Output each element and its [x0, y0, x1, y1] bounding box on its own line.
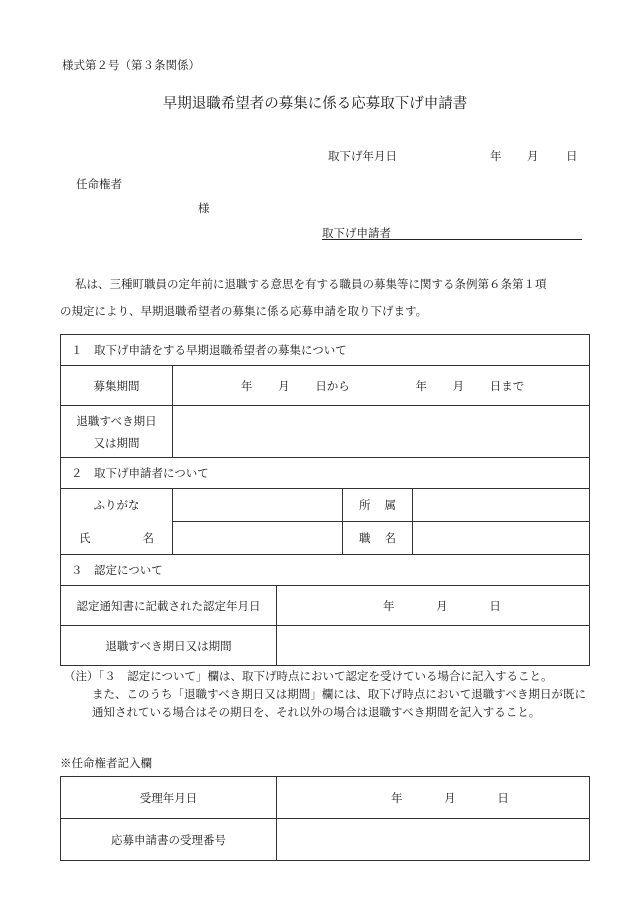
period-label: 募集期間	[61, 366, 173, 406]
period-from-month: 月	[278, 378, 290, 393]
affiliation-label: 所 属	[343, 489, 413, 522]
receipt-date-year: 年	[391, 790, 403, 805]
period-to-day: 日まで	[489, 378, 525, 393]
section-1-heading: １ 取下げ申請をする早期退職希望者の募集について	[61, 335, 590, 366]
cert-period-label: 退職すべき期日又は期間	[61, 626, 277, 666]
note-line-2: また、このうち「退職すべき期日又は期間」欄には、取下げ時点において退職すべき期日が既に通知されている場合はその期日を、それ以外の場合は退職すべき期間を記入すること。	[92, 687, 587, 719]
appointer-label: 任命権者	[76, 177, 122, 191]
form-number: 様式第２号（第３条関係）	[62, 58, 200, 72]
cert-date-label: 認定通知書に記載された認定年月日	[61, 586, 277, 626]
furigana-field[interactable]	[173, 489, 343, 522]
affiliation-field[interactable]	[413, 489, 590, 522]
section-3-heading: ３ 認定について	[61, 555, 590, 586]
receipt-table	[60, 776, 590, 861]
body-text-line-2: の規定により、早期退職希望者の募集に係る応募申請を取り下げます。	[60, 304, 428, 318]
receipt-date-label: 受理年月日	[61, 777, 277, 819]
withdraw-date-year: 年	[490, 149, 502, 163]
note-line-1: （注）「３ 認定について」欄は、取下げ時点において認定を受けている場合に記入すること。	[64, 669, 553, 683]
receipt-section-heading: ※任命権者記入欄	[60, 756, 152, 770]
cert-date-year: 年	[383, 598, 395, 613]
receipt-number-label: 応募申請書の受理番号	[61, 819, 277, 861]
receipt-date-field[interactable]	[277, 777, 590, 819]
retire-date-label: 退職すべき期日 又は期間	[61, 406, 173, 458]
withdraw-date-day: 日	[566, 149, 578, 163]
period-field[interactable]	[173, 366, 590, 406]
document-title: 早期退職希望者の募集に係る応募取下げ申請書	[162, 96, 468, 112]
cert-date-month: 月	[436, 598, 448, 613]
retire-date-field[interactable]	[173, 406, 590, 458]
applicant-label: 取下げ申請者	[322, 226, 391, 240]
receipt-date-day: 日	[497, 790, 509, 805]
application-table	[60, 334, 590, 666]
period-from-day: 日から	[315, 378, 350, 393]
period-to-year: 年	[415, 378, 427, 393]
cert-date-day: 日	[489, 598, 501, 613]
furigana-label: ふりがな	[61, 489, 173, 522]
position-field[interactable]	[413, 522, 590, 555]
withdraw-date-month: 月	[527, 149, 539, 163]
withdraw-date-label: 取下げ年月日	[328, 149, 397, 163]
body-text-line-1: 私は、三種町職員の定年前に退職する意思を有する職員の募集等に関する条例第６条第１項	[75, 277, 547, 291]
name-label: 氏 名	[61, 522, 173, 555]
receipt-number-field[interactable]	[277, 819, 590, 861]
cert-date-field[interactable]	[277, 586, 590, 626]
cert-period-field[interactable]	[277, 626, 590, 666]
position-label: 職 名	[343, 522, 413, 555]
honorific: 様	[198, 201, 210, 215]
name-field[interactable]	[173, 522, 343, 555]
period-to-month: 月	[452, 378, 465, 393]
period-from-year: 年	[241, 378, 253, 393]
receipt-date-month: 月	[444, 790, 456, 805]
section-2-heading: ２ 取下げ申請者について	[61, 458, 590, 489]
applicant-signature-line[interactable]	[322, 239, 582, 240]
